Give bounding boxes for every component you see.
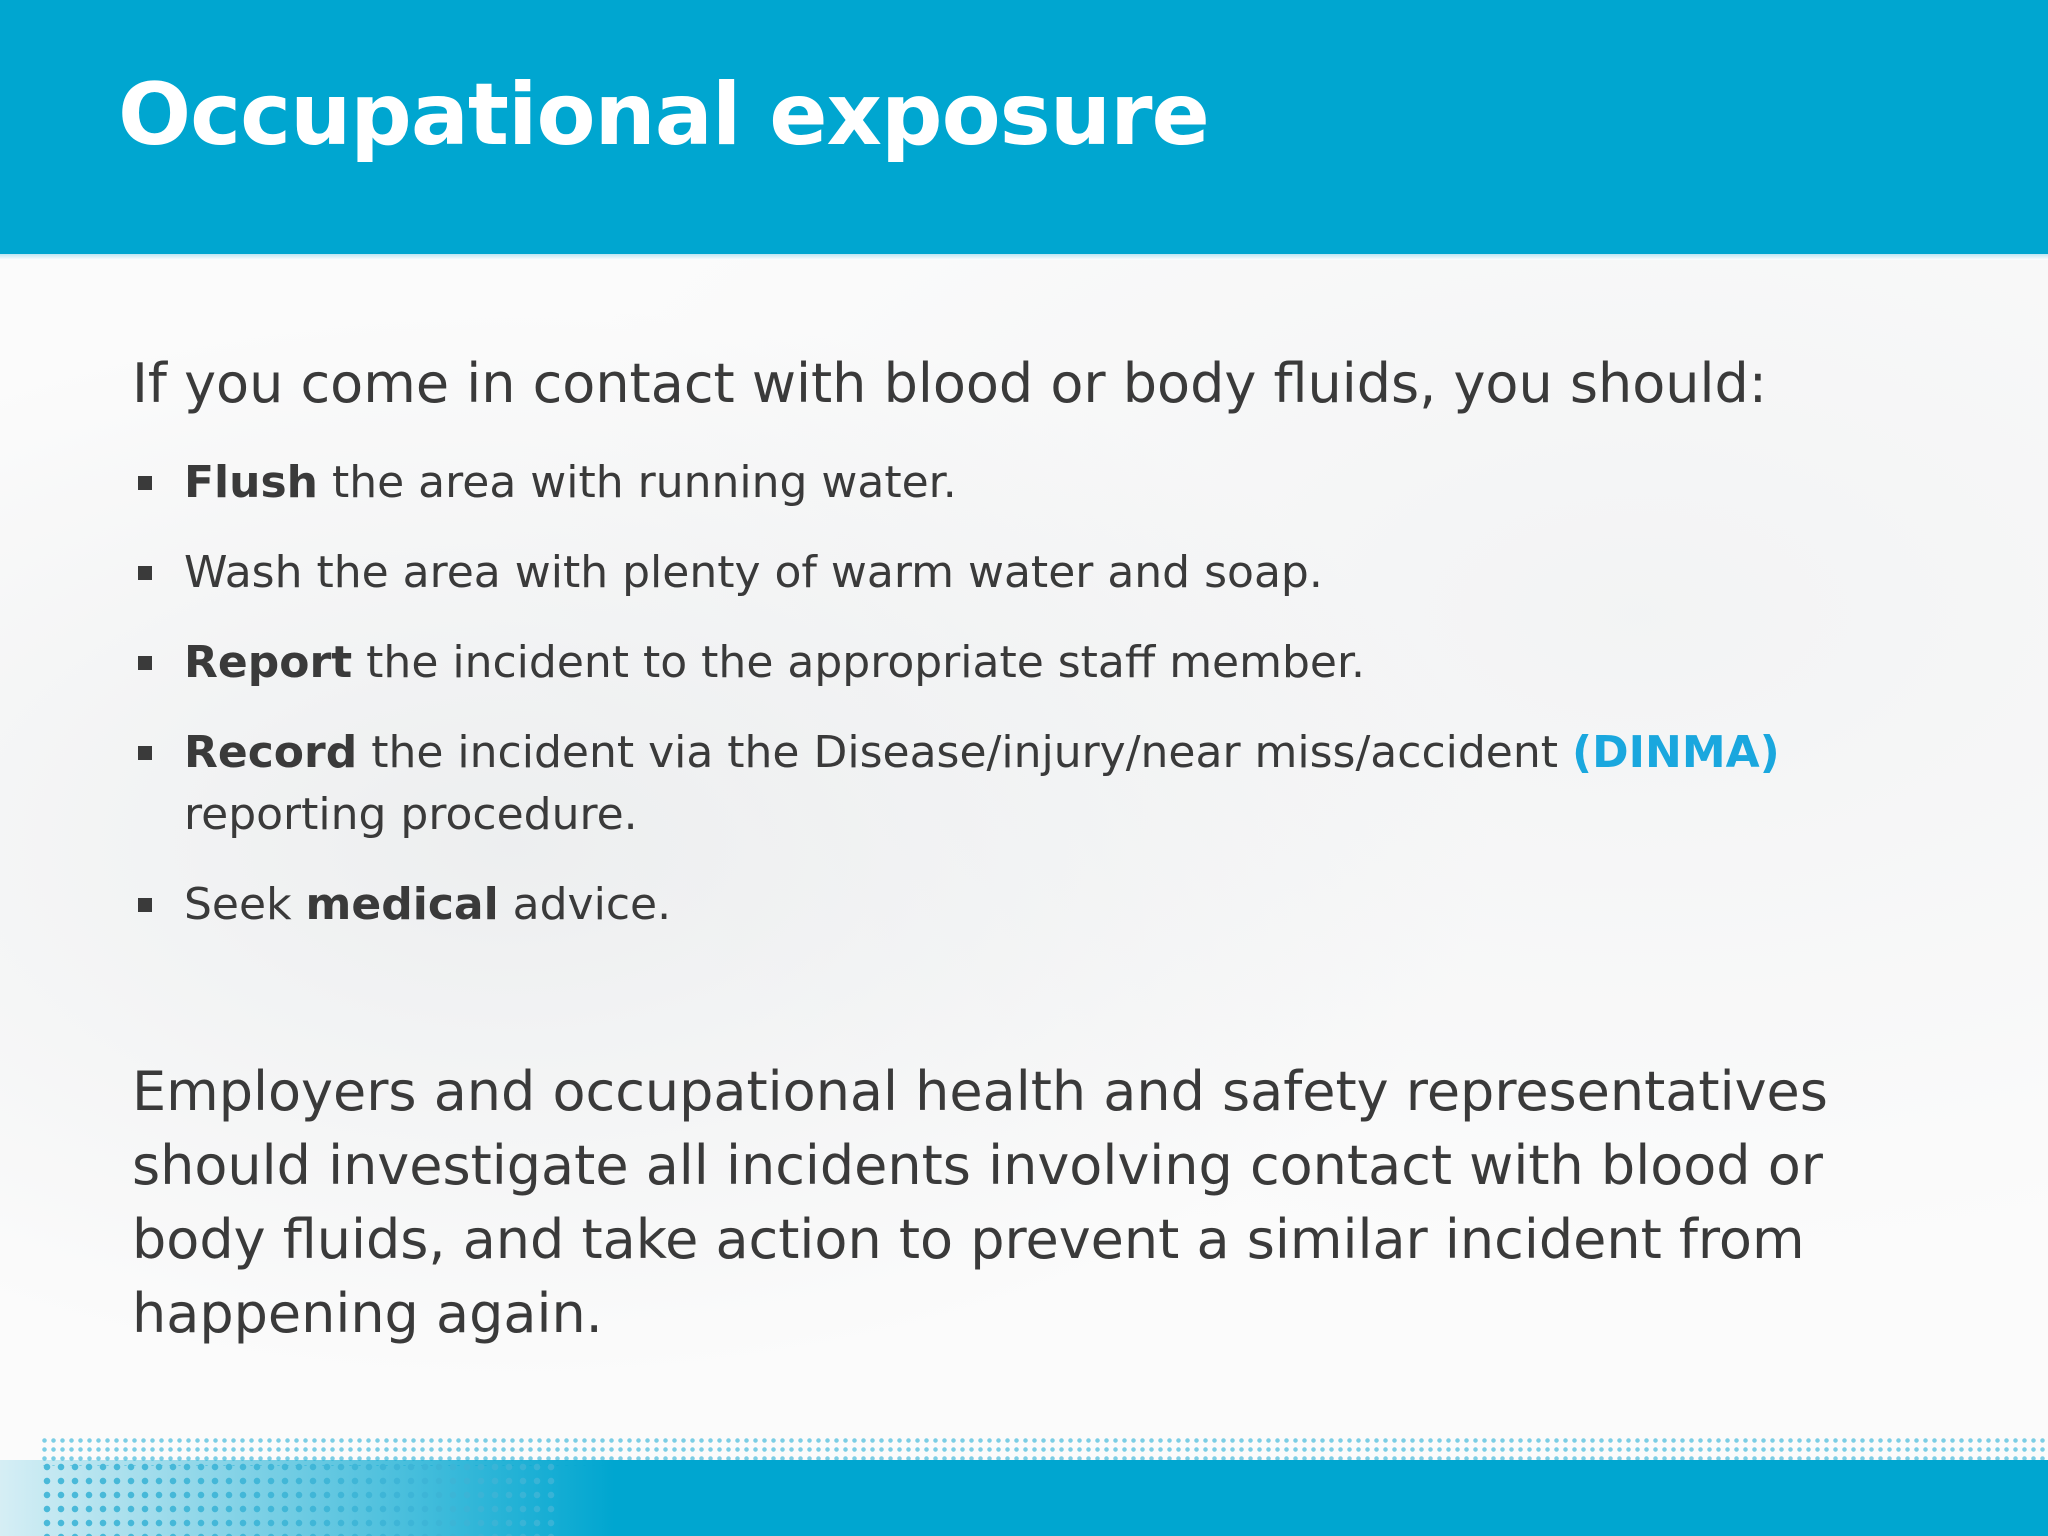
slide-title: Occupational exposure (118, 65, 1209, 165)
bullet-keyword: Record (184, 727, 358, 778)
bullet-flush (132, 452, 1912, 514)
bullet-record (132, 722, 1912, 846)
dinma-highlight: (DINMA) (1571, 727, 1780, 778)
square-bullet-icon (138, 566, 152, 580)
bullet-seek (132, 874, 1912, 936)
bullet-keyword: medical (305, 879, 499, 930)
bullet-text: the incident via the Disease/injury/near miss/accident (357, 727, 1572, 778)
bullet-keyword: Flush (184, 457, 318, 508)
bullet-list (132, 452, 1912, 964)
intro-text: If you come in contact with blood or body fluids, you should: (132, 352, 1767, 415)
bullet-text: advice. (498, 879, 672, 930)
bullet-text-lead: Seek (184, 879, 306, 930)
square-bullet-icon (138, 476, 152, 490)
bullet-text-tail: reporting procedure. (184, 789, 638, 840)
title-bar (0, 0, 2048, 254)
bullet-text: Wash the area with plenty of warm water and soap. (184, 547, 1323, 598)
closing-paragraph: Employers and occupational health and safety representatives should investigate all incidents involving contact with blood or body fluids, and take action to prevent a similar incident from happening again. (132, 1060, 1828, 1345)
bullet-text: the incident to the appropriate staff member. (352, 637, 1366, 688)
square-bullet-icon (138, 656, 152, 670)
footer-dot-cluster (40, 1460, 560, 1536)
square-bullet-icon (138, 746, 152, 760)
bullet-text: the area with running water. (317, 457, 957, 508)
title-bar-divider (0, 254, 2048, 260)
bullet-wash (132, 542, 1912, 604)
square-bullet-icon (138, 898, 152, 912)
bullet-keyword: Report (184, 637, 353, 688)
bullet-report (132, 632, 1912, 694)
